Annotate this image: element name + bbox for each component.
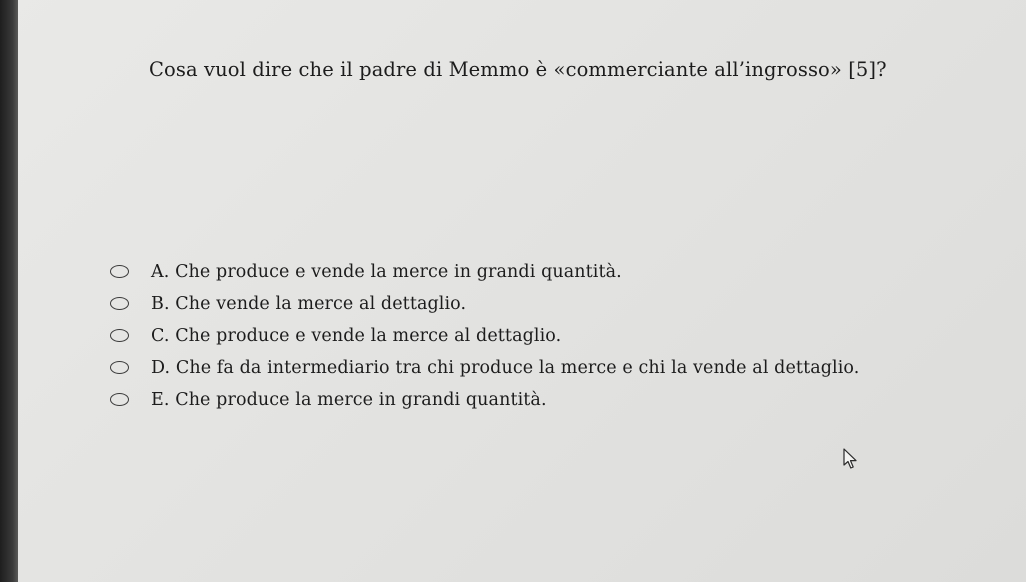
radio-button-icon[interactable] bbox=[110, 265, 129, 278]
option-c[interactable] bbox=[110, 320, 859, 351]
question-text: Cosa vuol dire che il padre di Memmo è «commerciante all’ingrosso» [5]? bbox=[149, 58, 887, 81]
option-b-label: B. Che vende la merce al dettaglio. bbox=[151, 293, 467, 314]
option-c-label: C. Che produce e vende la merce al dettaglio. bbox=[151, 325, 562, 346]
radio-button-icon[interactable] bbox=[110, 297, 129, 310]
option-a-label: A. Che produce e vende la merce in grandi quantità. bbox=[151, 261, 622, 282]
option-b[interactable] bbox=[110, 288, 859, 319]
mouse-pointer-icon bbox=[842, 448, 860, 470]
option-e-label: E. Che produce la merce in grandi quantità. bbox=[151, 389, 547, 410]
option-e[interactable] bbox=[110, 384, 859, 415]
screen-bezel bbox=[0, 0, 18, 582]
radio-button-icon[interactable] bbox=[110, 361, 129, 374]
option-d-label: D. Che fa da intermediario tra chi produce la merce e chi la vende al dettaglio. bbox=[151, 357, 860, 378]
radio-button-icon[interactable] bbox=[110, 393, 129, 406]
option-d[interactable] bbox=[110, 352, 859, 383]
answer-options bbox=[110, 256, 859, 416]
option-a[interactable] bbox=[110, 256, 859, 287]
radio-button-icon[interactable] bbox=[110, 329, 129, 342]
